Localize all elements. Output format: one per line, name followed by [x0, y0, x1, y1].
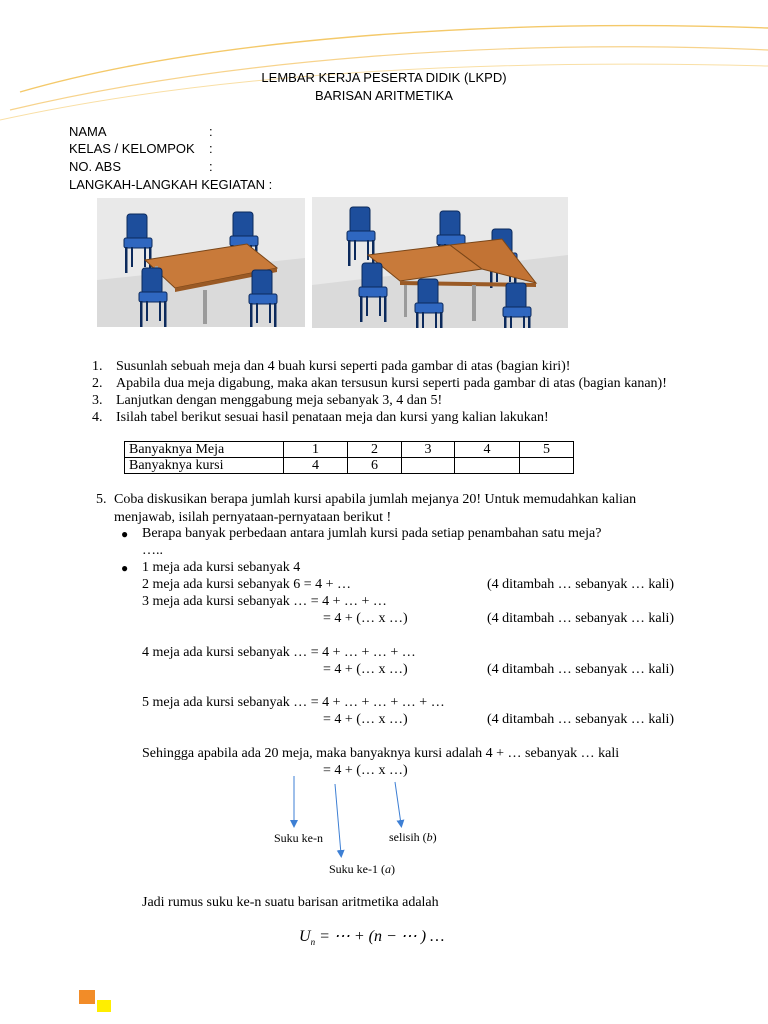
field-label: NO. ABS [69, 159, 122, 174]
step-1 [92, 359, 570, 375]
table-cell: 3 [402, 442, 455, 458]
illustration-two-tables [312, 197, 568, 328]
illustration-one-table [97, 198, 305, 327]
meja-4-note: (4 ditambah … sebanyak … kali) [487, 662, 675, 677]
meja-5-note: (4 ditambah … sebanyak … kali) [487, 712, 675, 727]
arrow-suku-ke-1 [335, 784, 341, 854]
bullet-1-text: Berapa banyak perbedaan antara jumlah kursi pada setiap penambahan satu meja? [142, 526, 602, 541]
field-kelas [69, 141, 213, 156]
header-decoration [0, 0, 768, 130]
steps-heading: LANGKAH-LANGKAH KEGIATAN : [69, 177, 273, 192]
decor-orange-square [79, 990, 95, 1004]
table-row [125, 458, 574, 474]
meja-20-line: Sehingga apabila ada 20 meja, maka banyaknya kursi adalah 4 + … sebanyak … kali [142, 746, 620, 761]
step-number: 1. [92, 359, 103, 374]
step-text: Isilah tabel berikut sesuai hasil penataan meja dan kursi yang kalian lakukan! [116, 410, 549, 425]
arrow-diagram [0, 770, 768, 870]
row-header: Banyaknya kursi [125, 458, 284, 474]
table-row [125, 442, 574, 458]
meja-3-formula: = 4 + (… x …) [323, 611, 408, 626]
meja-5-line: 5 meja ada kursi sebanyak … = 4 + … + … + … + … [142, 695, 445, 710]
data-table [124, 441, 574, 474]
step-text: Apabila dua meja digabung, maka akan tersusun kursi seperti pada gambar di atas (bagian kanan)! [116, 376, 667, 391]
step-number: 3. [92, 393, 103, 408]
label-suku-ke-1-var: a [385, 862, 391, 876]
meja-2-line: 2 meja ada kursi sebanyak 6 = 4 + … [142, 577, 352, 592]
bullet-1-answer[interactable]: ….. [142, 543, 163, 558]
field-colon: : [209, 124, 213, 139]
field-no-abs [69, 159, 213, 174]
meja-3-note: (4 ditambah … sebanyak … kali) [487, 611, 675, 626]
question-5-line2: menjawab, isilah pernyataan-pernyataan berikut ! [114, 510, 392, 525]
question-number: 5. [96, 492, 107, 507]
formula-subscript: n [310, 937, 316, 948]
label-selisih-text: selisih ( [389, 830, 427, 844]
conclusion-text: Jadi rumus suku ke-n suatu barisan aritmetika adalah [142, 895, 439, 910]
field-nama [69, 124, 213, 139]
bullet-2-text: 1 meja ada kursi sebanyak 4 [142, 560, 301, 575]
table-cell[interactable] [520, 458, 574, 474]
label-suku-ke-1-close: ) [391, 862, 395, 876]
bullet-icon: ● [121, 527, 129, 541]
label-suku-ke-n: Suku ke-n [274, 831, 323, 845]
table-cell[interactable]: 6 [348, 458, 402, 474]
worksheet-subtitle: BARISAN ARITMETIKA [315, 88, 453, 103]
worksheet-title: LEMBAR KERJA PESERTA DIDIK (LKPD) [261, 70, 507, 85]
meja-4-line: 4 meja ada kursi sebanyak … = 4 + … + … + … [142, 645, 416, 660]
step-number: 2. [92, 376, 103, 391]
question-text: Coba diskusikan berapa jumlah kursi apabila jumlah mejanya 20! Untuk memudahkan kalian [114, 492, 637, 507]
meja-4-formula: = 4 + (… x …) [323, 662, 408, 677]
formula-lhs: U [299, 928, 311, 945]
meja-5-formula: = 4 + (… x …) [323, 712, 408, 727]
field-label: NAMA [69, 124, 107, 139]
meja-3-line: 3 meja ada kursi sebanyak … = 4 + … + … [142, 594, 387, 609]
formula [299, 926, 444, 947]
field-colon: : [209, 159, 213, 174]
formula-rhs: = ⋯ + (n − ⋯ ) … [315, 928, 445, 945]
table-cell[interactable]: 4 [284, 458, 348, 474]
arrow-selisih [395, 782, 401, 824]
step-4 [92, 410, 549, 426]
field-colon: : [209, 141, 213, 156]
table-cell: 4 [455, 442, 520, 458]
table-cell: 2 [348, 442, 402, 458]
row-header: Banyaknya Meja [125, 442, 284, 458]
table-cell: 1 [284, 442, 348, 458]
step-2 [92, 376, 667, 392]
label-suku-ke-1-text: Suku ke-1 ( [329, 862, 385, 876]
label-selisih-var: b [426, 830, 433, 844]
field-label: KELAS / KELOMPOK [69, 141, 195, 156]
label-suku-ke-1 [329, 862, 395, 877]
question-5-line1 [96, 492, 636, 508]
meja-2-note: (4 ditambah … sebanyak … kali) [487, 577, 675, 592]
bullet-icon: ● [121, 561, 129, 575]
table-cell[interactable] [455, 458, 520, 474]
table-cell[interactable] [402, 458, 455, 474]
step-text: Lanjutkan dengan menggabung meja sebanyak 3, 4 dan 5! [116, 393, 443, 408]
step-text: Susunlah sebuah meja dan 4 buah kursi seperti pada gambar di atas (bagian kiri)! [116, 359, 571, 374]
label-selisih-close: ) [432, 830, 437, 844]
table-cell: 5 [520, 442, 574, 458]
label-selisih [389, 830, 437, 845]
decor-yellow-square [97, 1000, 111, 1012]
step-number: 4. [92, 410, 103, 425]
step-3 [92, 393, 442, 409]
meja-20-formula: = 4 + (… x …) [323, 763, 408, 778]
